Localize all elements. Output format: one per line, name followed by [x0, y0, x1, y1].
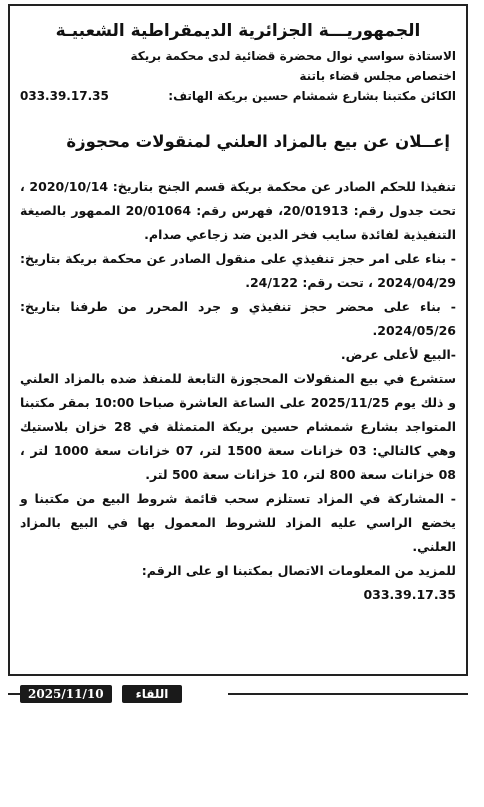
notice-body — [20, 175, 456, 607]
notice-title: إعــلان عن بيع بالمزاد العلني لمنقولات محجوزة — [66, 132, 450, 151]
paragraph-sale-details: ستشرع في بيع المنقولات المحجوزة التابعة للمنفذ ضده بالمزاد العلني و ذلك يوم 2025/11/25 على الساعة العاشرة صباحا 10:00 بمقر مكتبنا المتواجد بشارع شمشام حسين بريكة المتمثلة في 28 خزان بلاستيك وهي كالتالي: 03 خزانات سعة 1500 لتر، 07 خزانات سعة 1000 لتر ، 08 خزانات سعة 800 لتر، 10 خزانات سعة 500 لتر. — [20, 371, 457, 482]
office-line — [20, 86, 456, 106]
office-address: الكائن مكتبنا بشارع شمشام حسين بريكة الهاتف: — [168, 89, 456, 103]
paragraph-seizure-report: - بناء على محضر حجز تنفيذي و جرد المحرر من طرفنا بتاريخ: 2024/05/26. — [20, 299, 456, 338]
competence-line: اختصاص مجلس قضاء باتنة — [299, 69, 456, 83]
footer-rule-right — [228, 693, 468, 695]
paragraph-contact: للمزيد من المعلومات الاتصال بمكتبنا او على الرقم: — [141, 563, 456, 578]
paragraph-judgment: تنفيذا للحكم الصادر عن محكمة بريكة قسم الجنح بتاريخ: 2020/10/14 ، تحت جدول رقم: 20/01913، فهرس رقم: 20/01064 الممهور بالصيغة التنفيذية لفائدة سايب فخر الدين ضد زجاعي صدام. — [20, 179, 456, 242]
publication-date: 2025/11/10 — [20, 685, 112, 703]
newspaper-name: اللقاء — [122, 685, 183, 703]
bailiff-line: الاستاذة سواسي نوال محضرة قضائية لدى محكمة بريكة — [130, 49, 456, 63]
notice-header — [20, 20, 456, 106]
paragraph-highest-bid: -البيع لأعلى عرض. — [340, 347, 456, 362]
paragraph-participation: - المشاركة في المزاد تستلزم سحب قائمة شروط البيع من مكتبنا و يخضع الراسي عليه المزاد للشروط المعمول بها في البيع بالمزاد العلني. — [20, 491, 456, 554]
notice-footer — [20, 684, 182, 704]
notice-frame — [8, 4, 468, 676]
header-phone: 033.39.17.35 — [20, 89, 109, 103]
contact-phone: 033.39.17.35 — [363, 587, 456, 602]
republic-heading: الجمهوريـــة الجزائرية الديمقراطية الشعبيـة — [55, 21, 421, 41]
paragraph-seizure-order: - بناء على امر حجز تنفيذي على منقول الصادر عن محكمة بريكة بتاريخ: 2024/04/29 ، تحت رقم: 24/122. — [20, 251, 456, 290]
